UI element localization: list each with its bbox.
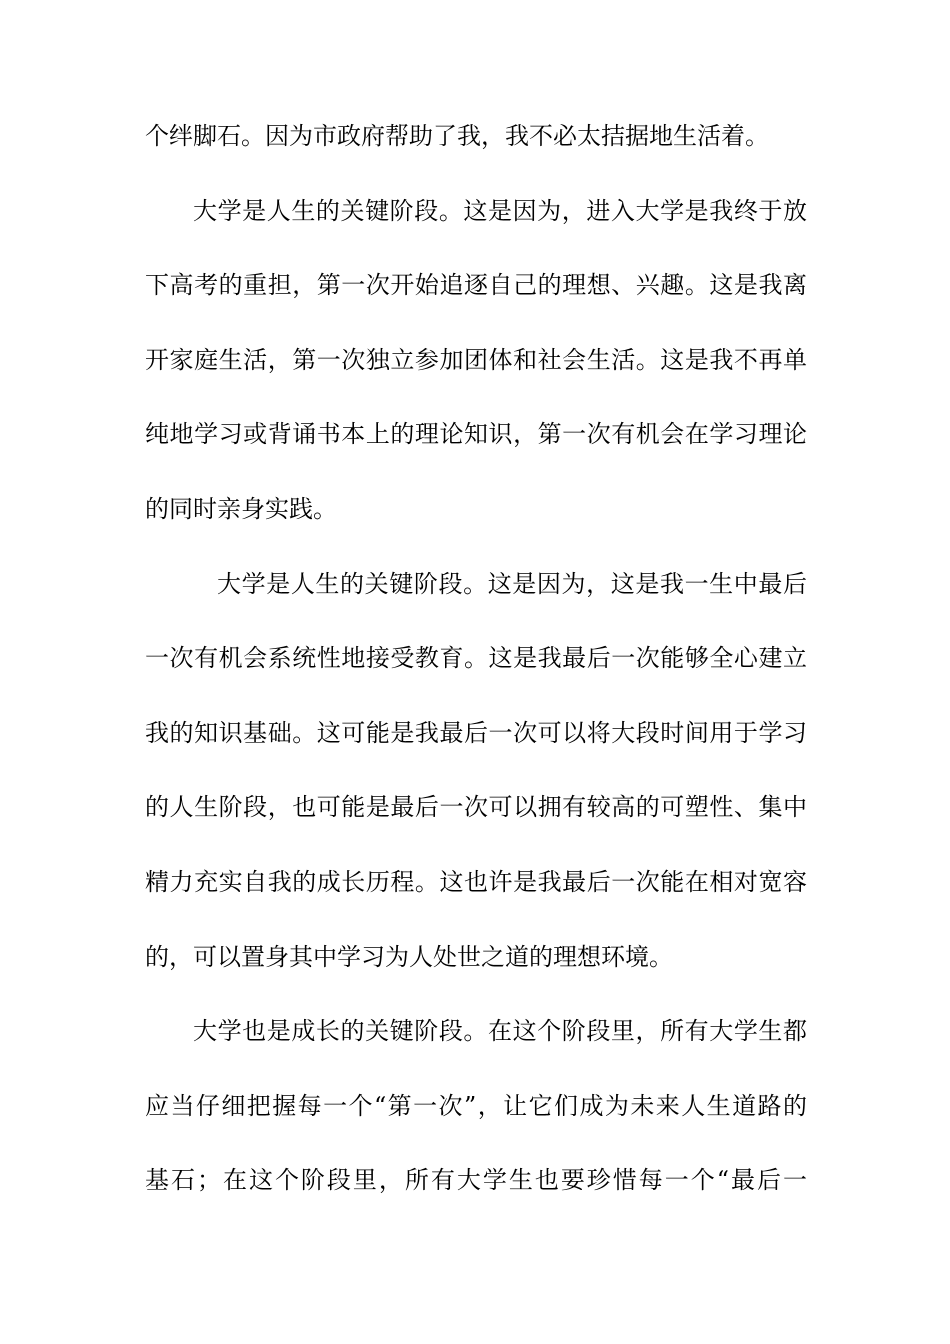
text-line: 的同时亲身实践。 (145, 494, 337, 523)
text-line: 基石；在这个阶段里，所有大学生也要珍惜每一个“最后一 (145, 1166, 807, 1195)
text-line: 个绊脚石。因为市政府帮助了我，我不必太拮据地生活着。 (145, 122, 769, 150)
paragraph-start-line: 大学是人生的关键阶段。这是因为，进入大学是我终于放 (193, 196, 807, 225)
text-line: 的人生阶段，也可能是最后一次可以拥有较高的可塑性、集中 (145, 793, 807, 822)
paragraph-start-line: 大学也是成长的关键阶段。在这个阶段里，所有大学生都 (193, 1017, 807, 1046)
text-line: 开家庭生活，第一次独立参加团体和社会生活。这是我不再单 (145, 345, 807, 374)
text-line: 我的知识基础。这可能是我最后一次可以将大段时间用于学习 (145, 718, 807, 747)
document-body (145, 124, 807, 1243)
text-line: 精力充实自我的成长历程。这也许是我最后一次能在相对宽容 (145, 867, 807, 896)
text-line: 下高考的重担，第一次开始追逐自己的理想、兴趣。这是我离 (145, 271, 807, 300)
text-line: 的，可以置身其中学习为人处世之道的理想环境。 (145, 942, 673, 971)
text-line: 应当仔细把握每一个“第一次”，让它们成为未来人生道路的 (145, 1091, 807, 1120)
paragraph-start-line: 大学是人生的关键阶段。这是因为，这是我一生中最后 (217, 569, 807, 598)
text-line: 一次有机会系统性地接受教育。这是我最后一次能够全心建立 (145, 644, 807, 673)
text-line: 纯地学习或背诵书本上的理论知识，第一次有机会在学习理论 (145, 420, 807, 449)
